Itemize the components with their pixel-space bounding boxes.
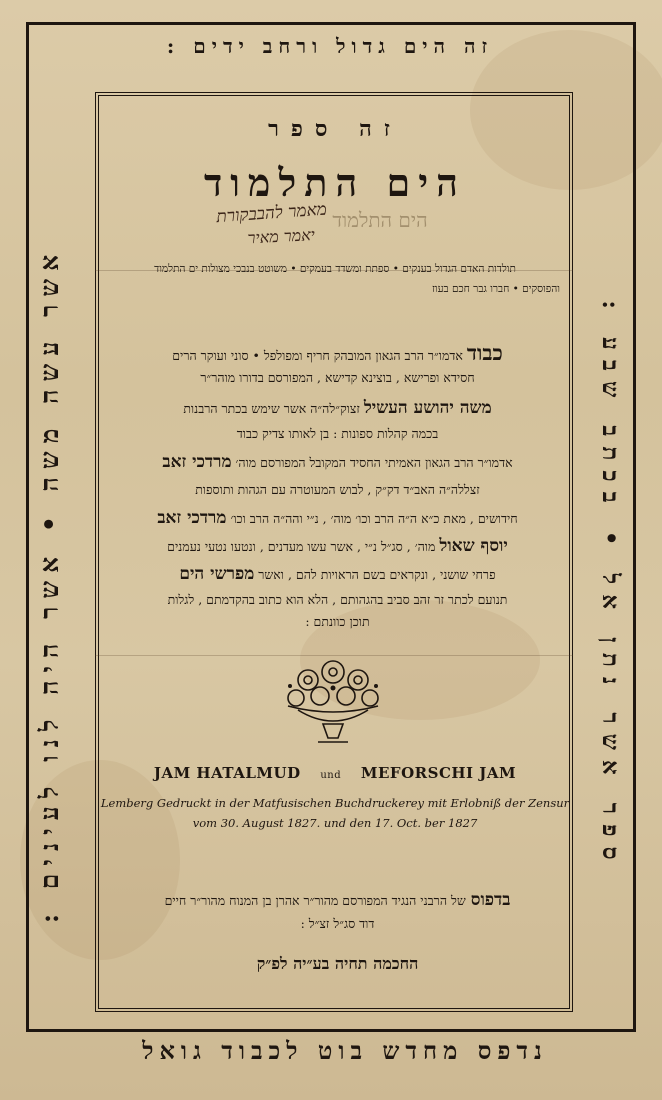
body-line-1-text: אדמו״ר הרב הגאון המובהק חריף ומפולפל • סוני ועוקר הרים bbox=[172, 348, 463, 363]
body-line-3-text: זצוק״לה״ה אשר שימש בכתר הרבנות bbox=[183, 401, 360, 416]
printed-by-word: בדפוס bbox=[470, 890, 511, 910]
subtitle-line1: תולדות האדם הגדול בענקים • ספתת ומשדד בעמקים • משוטט בנבכי מצולות ים התלמוד bbox=[154, 263, 516, 275]
latin-title-jam-hatalmud: JAM HATALMUD bbox=[153, 764, 301, 782]
commentator-name-1: מרדכי זאב bbox=[157, 508, 227, 528]
body-line-4: בכמה קהלות ספונות : בן לאותו צדיק כבוד bbox=[236, 426, 439, 441]
top-heading: זה הים גדול ורחב ידים : bbox=[166, 34, 494, 58]
handwritten-note-line1: מאמר להבבקורת bbox=[215, 199, 328, 228]
father-name: מרדכי זאב bbox=[162, 452, 232, 472]
handwritten-note-line2: יאמר מאיר bbox=[247, 225, 316, 248]
publication-year-line: החכמה תחיה בע״יה לפ״ק bbox=[256, 954, 419, 973]
body-line-9-text: פרחי שושני , ונקראים בשם הראויות להם , ואשר bbox=[258, 567, 496, 582]
body-line-1 bbox=[110, 340, 565, 366]
zeh-sefer-heading: זה ספר bbox=[268, 116, 402, 142]
paper-fold bbox=[95, 655, 573, 656]
bottom-outside-text: נדפס מחדש בוט לכבוד גואל bbox=[142, 1036, 548, 1065]
printer-line-1 bbox=[110, 890, 565, 910]
body-line-8 bbox=[110, 536, 565, 556]
main-title: הים התלמוד bbox=[203, 160, 467, 205]
author-name: משה יהושע העשיל bbox=[363, 398, 492, 418]
commentary-title: מפרשי הים bbox=[179, 564, 255, 584]
latin-title-meforschi-jam: MEFORSCHI JAM bbox=[360, 764, 517, 782]
body-line-3 bbox=[110, 398, 565, 418]
faded-stamp-text: הים התלמוד bbox=[332, 208, 428, 232]
body-kavod-word: כבוד bbox=[466, 340, 503, 365]
body-line-11: תוכן כוונתם : bbox=[305, 614, 370, 629]
body-line-8-text: מוה׳ , סג״ל נ״י , אשר עשו מעדנים , ונטעו נטעי נעמנים bbox=[167, 539, 436, 554]
imprint-line: Lemberg Gedruckt in der Matfusischen Buchdruckerey mit Erlobniß der Zensur bbox=[100, 796, 570, 810]
commentator-name-2: יוסף שאול bbox=[439, 536, 508, 556]
side-text-left: אשר עשה משה • אשר היה לנו לעינים : bbox=[35, 246, 64, 924]
latin-und: und bbox=[320, 770, 342, 781]
body-line-5 bbox=[110, 452, 565, 472]
latin-title-line bbox=[100, 764, 570, 782]
body-line-9 bbox=[110, 564, 565, 584]
body-line-2: חסידא ופרישא , בוצינא קדישא , המפורסם בדורו מוהר״ר bbox=[200, 370, 475, 385]
body-line-6: זצללה״ה האב״ד דק״ק , לבוש המעוטרה עם הגהות ותוספות bbox=[195, 482, 480, 497]
subtitle-line2: והפוסקים • חברו גבר חכם בעוז bbox=[431, 283, 560, 295]
printer-line-1-text: של הרבני הנגיד המפורסם מהור״ר אהרן בן המנוח מהור״ר חיים bbox=[164, 893, 466, 908]
body-line-5-text: אדמו״ר הרב הגאון האמיתי החסיד המקובל המפורסם מוה׳ bbox=[235, 455, 513, 470]
body-line-7 bbox=[110, 508, 565, 528]
flower-basket-ornament bbox=[278, 658, 388, 748]
body-line-10: תנועם לכתר זר זהב סביב בהגהותם , הלא הוא כתוב בהקדמתם , לגלות bbox=[167, 592, 508, 607]
imprint-date-line: vom 30. August 1827. und den 17. Oct. ber 1827 bbox=[192, 816, 478, 830]
side-text-right: ספר אשר נתן אל • בכתב שבע : bbox=[597, 300, 624, 870]
body-line-7-text: חידושים , מאת כ״א ה״ה הרב וכו׳ מוה׳ , נ״י והה״ה הרב וכו׳ bbox=[230, 511, 518, 526]
printer-line-2: דוד סג״ל זצ״ל : bbox=[300, 916, 375, 931]
